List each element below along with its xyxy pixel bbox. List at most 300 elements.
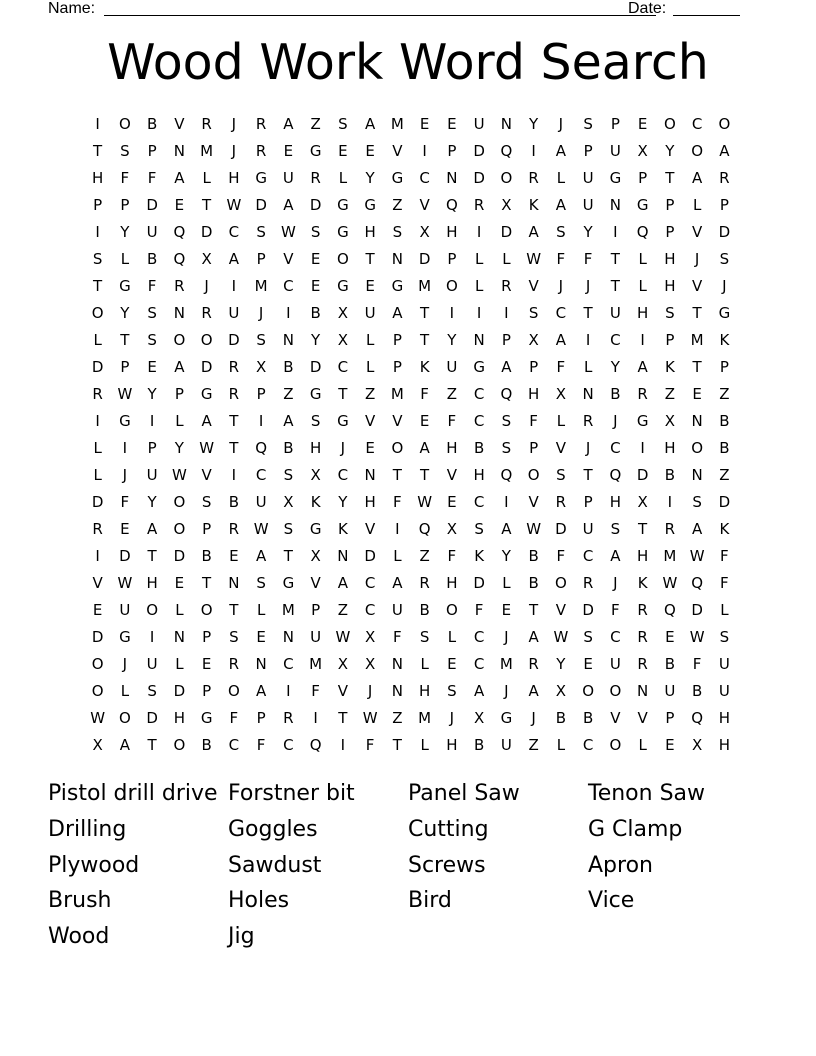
- grid-cell: B: [146, 250, 158, 268]
- grid-cell: M: [663, 547, 677, 565]
- grid-cell: T: [610, 277, 620, 295]
- grid-cell: F: [393, 493, 402, 511]
- grid-cell: F: [420, 385, 429, 403]
- grid-cell: T: [610, 250, 620, 268]
- grid-cell: T: [338, 385, 348, 403]
- grid-cell: T: [120, 331, 130, 349]
- date-label: Date:: [628, 0, 667, 17]
- grid-cell: D: [228, 331, 240, 349]
- grid-cell: S: [665, 304, 675, 322]
- grid-cell: G: [119, 277, 131, 295]
- grid-cell: O: [91, 655, 104, 673]
- grid-cell: A: [146, 520, 158, 538]
- grid-cell: C: [364, 574, 376, 592]
- grid-cell: R: [255, 142, 267, 160]
- grid-cell: R: [582, 412, 594, 430]
- grid-cell: I: [476, 304, 482, 322]
- grid-cell: C: [283, 277, 294, 295]
- grid-cell: L: [93, 466, 102, 484]
- grid-cell: T: [420, 304, 430, 322]
- grid-cell: U: [119, 601, 131, 619]
- grid-cell: I: [149, 628, 155, 646]
- grid-cell: L: [202, 169, 211, 187]
- grid-cell: P: [120, 196, 130, 214]
- word-list-item: Forstner bit: [228, 781, 355, 806]
- grid-cell: R: [228, 655, 240, 673]
- grid-cell: W: [199, 439, 215, 457]
- grid-cell: P: [311, 601, 321, 619]
- grid-cell: D: [91, 493, 104, 511]
- grid-cell: H: [228, 169, 240, 187]
- grid-cell: L: [93, 439, 102, 457]
- grid-cell: D: [173, 547, 186, 565]
- grid-cell: K: [528, 196, 539, 214]
- grid-cell: U: [718, 682, 730, 700]
- grid-cell: N: [691, 412, 703, 430]
- grid-cell: D: [200, 358, 213, 376]
- name-date-header: [48, 0, 748, 20]
- grid-row: [84, 732, 738, 759]
- grid-cell: Z: [364, 385, 376, 403]
- grid-cell: R: [201, 304, 212, 322]
- grid-cell: W: [526, 250, 542, 268]
- name-line: [104, 15, 656, 16]
- grid-cell: N: [609, 196, 621, 214]
- grid-cell: P: [583, 493, 593, 511]
- grid-cell: E: [365, 142, 375, 160]
- grid-row: [84, 705, 738, 732]
- grid-cell: Q: [173, 223, 186, 241]
- grid-cell: W: [335, 628, 351, 646]
- grid-cell: Z: [392, 196, 403, 214]
- grid-cell: G: [391, 169, 404, 187]
- grid-row: [84, 111, 738, 138]
- grid-cell: A: [610, 547, 621, 565]
- grid-cell: B: [473, 736, 485, 754]
- letter-grid: [84, 111, 738, 759]
- grid-cell: X: [664, 412, 676, 430]
- grid-cell: W: [689, 547, 705, 565]
- grid-cell: C: [473, 385, 485, 403]
- grid-cell: N: [173, 628, 185, 646]
- grid-row: [84, 624, 738, 651]
- grid-cell: Z: [719, 385, 730, 403]
- grid-cell: H: [664, 277, 676, 295]
- grid-cell: D: [91, 628, 104, 646]
- grid-cell: H: [664, 250, 676, 268]
- grid-cell: F: [556, 547, 566, 565]
- grid-cell: L: [474, 277, 484, 295]
- grid-cell: T: [529, 601, 539, 619]
- grid-cell: Q: [636, 223, 649, 241]
- grid-cell: B: [283, 439, 294, 457]
- grid-cell: F: [447, 547, 457, 565]
- grid-cell: E: [147, 358, 157, 376]
- grid-cell: Y: [120, 223, 130, 241]
- word-list-item: Jig: [228, 924, 255, 950]
- grid-cell: Q: [445, 196, 458, 214]
- grid-cell: M: [418, 277, 432, 295]
- grid-cell: U: [446, 358, 458, 376]
- grid-cell: F: [229, 709, 239, 727]
- grid-row: [84, 489, 738, 516]
- grid-cell: F: [556, 358, 566, 376]
- grid-cell: S: [501, 412, 512, 430]
- grid-cell: S: [92, 250, 103, 268]
- grid-cell: A: [555, 196, 566, 214]
- grid-cell: L: [638, 250, 647, 268]
- grid-cell: H: [527, 385, 540, 403]
- grid-cell: R: [637, 628, 648, 646]
- grid-cell: S: [692, 493, 702, 511]
- grid-cell: E: [174, 196, 185, 214]
- grid-cell: F: [120, 493, 130, 511]
- grid-cell: T: [420, 331, 430, 349]
- grid-cell: V: [637, 709, 648, 727]
- grid-cell: H: [418, 682, 431, 700]
- grid-cell: T: [365, 250, 375, 268]
- grid-cell: O: [691, 142, 704, 160]
- grid-cell: X: [473, 709, 485, 727]
- grid-cell: K: [637, 574, 648, 592]
- grid-cell: I: [231, 466, 237, 484]
- grid-cell: Y: [147, 385, 157, 403]
- grid-cell: Q: [173, 250, 186, 268]
- grid-cell: Y: [365, 169, 375, 187]
- grid-cell: U: [609, 304, 621, 322]
- grid-cell: U: [364, 304, 376, 322]
- grid-cell: V: [528, 277, 539, 295]
- grid-cell: M: [254, 277, 268, 295]
- grid-cell: E: [256, 628, 266, 646]
- grid-cell: T: [147, 547, 157, 565]
- grid-cell: P: [447, 142, 457, 160]
- grid-cell: N: [391, 655, 403, 673]
- word-list-item: Tenon Saw: [588, 781, 706, 806]
- grid-cell: T: [665, 169, 675, 187]
- grid-cell: S: [583, 628, 593, 646]
- grid-cell: V: [92, 574, 103, 592]
- grid-cell: F: [474, 601, 484, 619]
- grid-cell: U: [582, 520, 594, 538]
- grid-cell: S: [556, 466, 566, 484]
- grid-cell: L: [365, 331, 375, 349]
- grid-cell: I: [640, 331, 645, 349]
- grid-cell: U: [473, 115, 485, 133]
- grid-cell: W: [171, 466, 187, 484]
- grid-cell: Y: [610, 358, 620, 376]
- grid-cell: G: [364, 196, 376, 214]
- grid-cell: Z: [392, 709, 403, 727]
- grid-cell: K: [337, 520, 348, 538]
- grid-cell: X: [528, 331, 539, 349]
- grid-cell: C: [364, 601, 376, 619]
- grid-cell: O: [227, 682, 240, 700]
- grid-cell: J: [204, 277, 209, 295]
- grid-cell: P: [93, 196, 103, 214]
- grid-cell: I: [531, 142, 536, 160]
- grid-cell: F: [720, 547, 729, 565]
- grid-cell: W: [362, 709, 378, 727]
- grid-cell: T: [229, 439, 239, 457]
- grid-cell: Y: [501, 547, 511, 565]
- grid-cell: C: [255, 466, 267, 484]
- grid-cell: Q: [691, 574, 704, 592]
- grid-cell: G: [609, 169, 622, 187]
- grid-cell: G: [500, 709, 513, 727]
- grid-cell: G: [391, 277, 404, 295]
- grid-row: [84, 165, 738, 192]
- grid-cell: P: [202, 628, 212, 646]
- grid-cell: E: [174, 574, 185, 592]
- grid-cell: D: [200, 223, 213, 241]
- grid-cell: O: [336, 250, 349, 268]
- grid-cell: H: [309, 439, 322, 457]
- grid-cell: U: [664, 682, 676, 700]
- grid-cell: Y: [447, 331, 457, 349]
- grid-row: [84, 192, 738, 219]
- grid-cell: X: [364, 628, 376, 646]
- grid-cell: C: [283, 736, 294, 754]
- grid-cell: S: [447, 682, 457, 700]
- grid-cell: R: [637, 601, 648, 619]
- grid-cell: B: [310, 304, 321, 322]
- grid-cell: H: [446, 439, 458, 457]
- grid-row: [84, 219, 738, 246]
- grid-cell: E: [283, 142, 294, 160]
- grid-cell: B: [691, 682, 703, 700]
- grid-cell: W: [417, 493, 433, 511]
- grid-cell: G: [337, 196, 349, 214]
- grid-cell: T: [229, 412, 239, 430]
- grid-cell: E: [310, 277, 321, 295]
- grid-cell: L: [338, 169, 348, 187]
- grid-cell: R: [255, 115, 267, 133]
- grid-cell: O: [554, 574, 567, 592]
- grid-cell: I: [231, 277, 237, 295]
- grid-cell: C: [610, 331, 621, 349]
- grid-cell: H: [91, 169, 104, 187]
- grid-cell: G: [636, 412, 649, 430]
- grid-cell: J: [613, 412, 618, 430]
- grid-cell: X: [92, 736, 103, 754]
- grid-cell: S: [719, 628, 730, 646]
- grid-cell: D: [473, 142, 485, 160]
- grid-cell: P: [719, 196, 729, 214]
- grid-cell: L: [502, 574, 511, 592]
- grid-cell: F: [529, 412, 538, 430]
- grid-cell: J: [558, 115, 564, 133]
- grid-cell: U: [228, 304, 240, 322]
- grid-cell: U: [609, 142, 621, 160]
- name-label: Name:: [48, 0, 96, 17]
- grid-cell: E: [583, 655, 593, 673]
- grid-cell: Q: [691, 709, 704, 727]
- grid-cell: X: [310, 466, 321, 484]
- grid-row: [84, 300, 738, 327]
- grid-cell: V: [392, 412, 403, 430]
- grid-cell: S: [610, 520, 621, 538]
- grid-cell: V: [555, 439, 566, 457]
- grid-cell: S: [283, 466, 294, 484]
- grid-cell: J: [367, 682, 373, 700]
- grid-cell: T: [229, 601, 239, 619]
- grid-cell: X: [310, 547, 321, 565]
- grid-cell: Q: [500, 385, 513, 403]
- grid-cell: C: [228, 223, 240, 241]
- grid-cell: W: [689, 628, 705, 646]
- grid-cell: U: [582, 169, 594, 187]
- grid-cell: I: [585, 331, 591, 349]
- grid-cell: J: [504, 628, 509, 646]
- grid-cell: X: [337, 655, 349, 673]
- grid-cell: E: [692, 385, 702, 403]
- grid-cell: T: [692, 304, 702, 322]
- grid-cell: T: [202, 574, 212, 592]
- grid-cell: T: [283, 547, 293, 565]
- grid-cell: V: [691, 277, 703, 295]
- word-list-item: Pistol drill drive: [48, 781, 218, 806]
- grid-row: [84, 651, 738, 678]
- grid-cell: L: [692, 196, 702, 214]
- grid-cell: S: [501, 439, 512, 457]
- grid-cell: I: [667, 493, 673, 511]
- grid-cell: X: [419, 223, 430, 241]
- grid-cell: N: [282, 628, 294, 646]
- grid-cell: R: [419, 574, 430, 592]
- grid-cell: E: [419, 115, 430, 133]
- grid-cell: K: [719, 520, 730, 538]
- grid-cell: D: [473, 169, 485, 187]
- grid-cell: J: [504, 682, 509, 700]
- grid-cell: L: [175, 655, 184, 673]
- grid-cell: X: [555, 682, 567, 700]
- grid-cell: A: [228, 250, 239, 268]
- grid-cell: W: [90, 709, 106, 727]
- grid-cell: A: [255, 682, 267, 700]
- grid-cell: Q: [500, 466, 513, 484]
- grid-cell: H: [446, 736, 458, 754]
- date-line: [673, 15, 740, 16]
- grid-cell: P: [256, 709, 266, 727]
- grid-cell: P: [256, 250, 266, 268]
- grid-cell: E: [310, 250, 321, 268]
- grid-cell: P: [120, 358, 130, 376]
- grid-cell: R: [555, 493, 567, 511]
- grid-cell: S: [310, 223, 321, 241]
- grid-cell: N: [500, 115, 512, 133]
- grid-cell: R: [637, 655, 648, 673]
- grid-cell: R: [582, 574, 594, 592]
- grid-cell: T: [392, 466, 402, 484]
- grid-cell: D: [500, 223, 513, 241]
- grid-cell: O: [391, 439, 404, 457]
- grid-cell: O: [173, 493, 186, 511]
- grid-cell: J: [340, 439, 346, 457]
- grid-cell: B: [528, 547, 539, 565]
- grid-cell: C: [228, 736, 240, 754]
- grid-cell: A: [528, 628, 539, 646]
- grid-cell: S: [419, 628, 430, 646]
- grid-cell: J: [122, 655, 128, 673]
- grid-cell: A: [528, 682, 539, 700]
- grid-cell: P: [610, 115, 620, 133]
- grid-cell: J: [613, 574, 618, 592]
- grid-cell: A: [119, 736, 130, 754]
- grid-cell: F: [120, 169, 130, 187]
- grid-cell: J: [585, 277, 591, 295]
- grid-cell: G: [200, 385, 213, 403]
- grid-cell: Y: [147, 493, 157, 511]
- grid-cell: V: [364, 520, 376, 538]
- grid-cell: U: [255, 493, 267, 511]
- grid-cell: W: [117, 385, 133, 403]
- grid-cell: Y: [120, 304, 130, 322]
- grid-cell: R: [310, 169, 321, 187]
- grid-cell: O: [445, 277, 458, 295]
- grid-cell: L: [175, 601, 184, 619]
- grid-cell: S: [256, 574, 266, 592]
- grid-row: [84, 435, 738, 462]
- grid-cell: J: [231, 115, 237, 133]
- grid-cell: V: [201, 466, 212, 484]
- grid-cell: I: [395, 520, 400, 538]
- grid-cell: F: [393, 628, 402, 646]
- grid-cell: R: [174, 277, 185, 295]
- grid-cell: L: [638, 736, 647, 754]
- grid-cell: G: [309, 385, 322, 403]
- grid-cell: S: [392, 223, 403, 241]
- grid-cell: X: [255, 358, 267, 376]
- grid-cell: W: [117, 574, 133, 592]
- grid-cell: Q: [418, 520, 431, 538]
- grid-cell: E: [665, 736, 675, 754]
- grid-cell: O: [91, 304, 104, 322]
- grid-cell: P: [256, 385, 266, 403]
- grid-cell: C: [473, 412, 485, 430]
- grid-cell: B: [473, 439, 485, 457]
- grid-cell: N: [173, 142, 185, 160]
- grid-cell: P: [719, 358, 729, 376]
- word-list-item: Holes: [228, 888, 290, 914]
- grid-cell: Q: [663, 601, 676, 619]
- grid-cell: I: [504, 304, 509, 322]
- grid-cell: L: [93, 331, 102, 349]
- grid-cell: Q: [309, 736, 322, 754]
- grid-cell: J: [558, 277, 564, 295]
- grid-cell: H: [609, 493, 622, 511]
- grid-cell: S: [719, 250, 730, 268]
- grid-cell: G: [309, 520, 322, 538]
- grid-cell: P: [174, 385, 184, 403]
- grid-cell: G: [282, 574, 295, 592]
- grid-cell: D: [582, 601, 594, 619]
- grid-cell: S: [338, 115, 348, 133]
- grid-cell: O: [500, 169, 513, 187]
- grid-cell: Z: [337, 601, 349, 619]
- grid-cell: Z: [664, 385, 676, 403]
- word-list-item: Goggles: [228, 816, 318, 842]
- grid-cell: H: [446, 574, 458, 592]
- grid-cell: D: [146, 709, 158, 727]
- grid-row: [84, 678, 738, 705]
- grid-cell: C: [283, 655, 294, 673]
- grid-cell: A: [174, 169, 185, 187]
- word-list-item: Brush: [48, 888, 112, 914]
- grid-cell: S: [474, 520, 484, 538]
- grid-cell: U: [282, 169, 294, 187]
- grid-cell: O: [582, 682, 595, 700]
